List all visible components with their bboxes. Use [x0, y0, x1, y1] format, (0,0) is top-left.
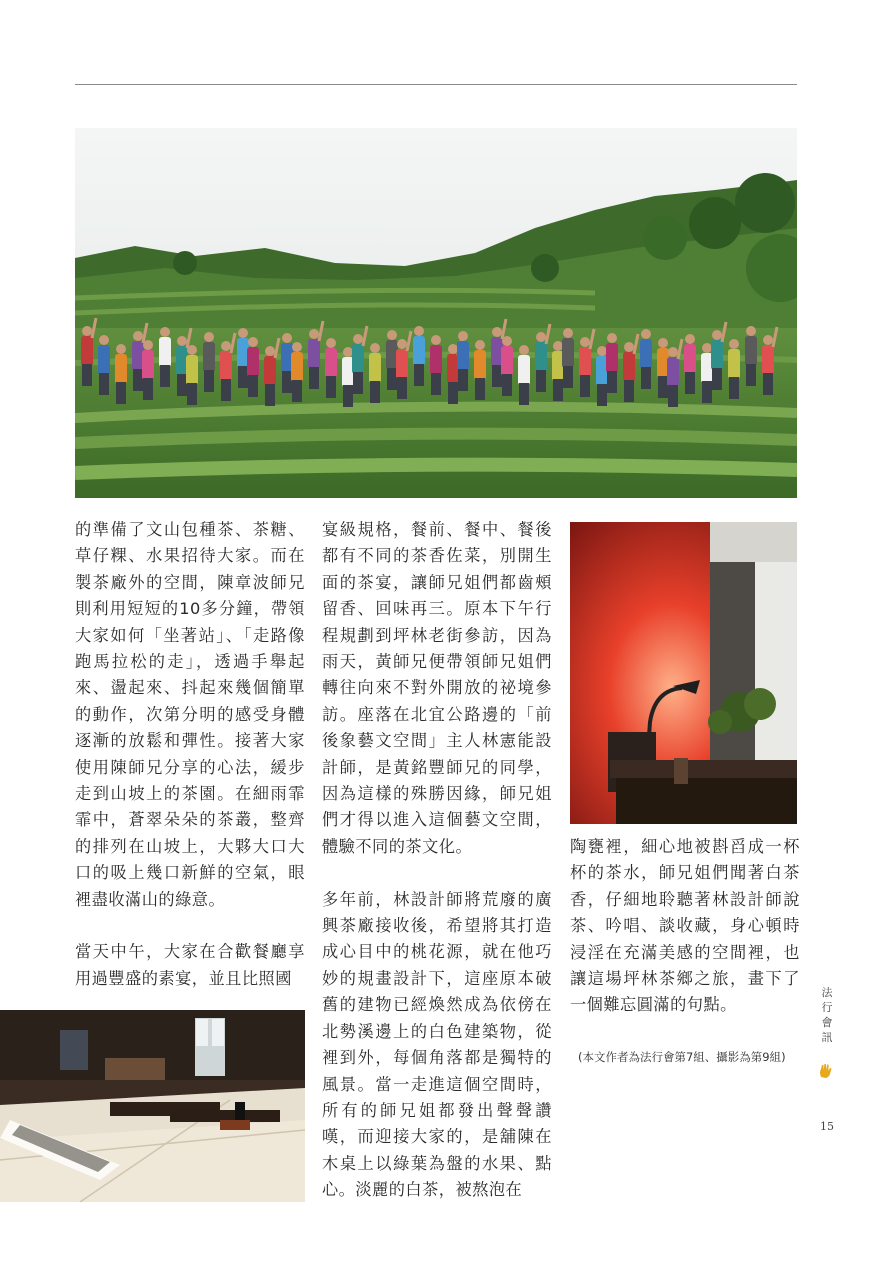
- crowd-figure: [325, 348, 337, 378]
- crowd-figure: [536, 370, 546, 392]
- tatami-room-photo: [0, 1010, 305, 1202]
- logo-char: 會: [821, 1016, 833, 1029]
- crowd-figure: [115, 354, 127, 384]
- crowd-figure: [536, 332, 546, 342]
- crowd-figure: [702, 343, 712, 353]
- red-wall-lamp-photo: [570, 522, 797, 824]
- crowd-figure: [265, 346, 275, 356]
- crowd-figure: [143, 340, 153, 350]
- magazine-logo: [818, 985, 836, 1045]
- crowd-figure: [397, 339, 407, 349]
- crowd-figure: [204, 370, 214, 392]
- crowd-figure: [431, 373, 441, 395]
- crowd-figure: [186, 355, 198, 385]
- crowd-figure: [746, 326, 756, 336]
- crowd-figure: [685, 334, 695, 344]
- crowd-figure: [387, 330, 397, 340]
- crowd-figure: [492, 365, 502, 387]
- logo-char: 訊: [821, 1031, 833, 1044]
- crowd-figure: [457, 341, 469, 371]
- crowd-figure: [607, 371, 617, 393]
- crowd-figure: [501, 346, 513, 376]
- crowd-figure: [562, 338, 574, 368]
- crowd-figure: [387, 368, 397, 390]
- crowd-figure: [203, 342, 215, 372]
- crowd-figure: [396, 349, 408, 379]
- crowd-figure: [221, 341, 231, 351]
- crowd-figure: [641, 329, 651, 339]
- crowd-figure: [326, 376, 336, 398]
- crowd-figure: [668, 385, 678, 407]
- crowd-figure: [133, 331, 143, 341]
- author-credit: (本文作者為法行會第7組、攝影為第9組): [578, 1050, 786, 1064]
- crowd-figure: [492, 327, 502, 337]
- crowd-figure: [187, 383, 197, 405]
- article-column-3: [570, 834, 800, 1019]
- crowd-figure: [762, 345, 774, 375]
- crowd-figure: [606, 343, 618, 373]
- crowd-figure: [729, 377, 739, 399]
- article-column-1: [75, 517, 305, 992]
- red-wall-photo-drawing: [570, 522, 797, 824]
- crowd-figure: [448, 344, 458, 354]
- crowd-figure: [624, 342, 634, 352]
- crowd-figure: [475, 340, 485, 350]
- crowd-figure: [563, 328, 573, 338]
- crowd-figure: [116, 344, 126, 354]
- article-paragraph: 當天中午，大家在合歡餐廳享用過豐盛的素宴，並且比照國: [75, 942, 305, 988]
- crowd-figure: [607, 333, 617, 343]
- crowd-figure: [187, 345, 197, 355]
- crowd-figure: [81, 336, 93, 366]
- crowd-figure: [282, 371, 292, 393]
- crowd-figure: [282, 333, 292, 343]
- crowd-figure: [238, 366, 248, 388]
- crowd-figure: [535, 342, 547, 372]
- group-photo-drawing: [75, 128, 797, 498]
- room-photo-drawing: [0, 1010, 305, 1202]
- logo-char: 法: [821, 986, 833, 999]
- crowd-figure: [763, 335, 773, 345]
- crowd-figure: [238, 328, 248, 338]
- crowd-figure: [82, 326, 92, 336]
- crowd-figure: [326, 338, 336, 348]
- crowd-figure: [143, 378, 153, 400]
- crowd-figure: [431, 335, 441, 345]
- crowd-figure: [248, 337, 258, 347]
- logo-char: 行: [821, 1001, 833, 1014]
- crowd-figure: [177, 336, 187, 346]
- crowd-figure: [353, 334, 363, 344]
- crowd-figure: [309, 329, 319, 339]
- crowd-figure: [265, 384, 275, 406]
- crowd-figure: [640, 339, 652, 369]
- crowd-figure: [133, 369, 143, 391]
- crowd-figure: [712, 330, 722, 340]
- hand-icon: [818, 1063, 834, 1079]
- crowd-figure: [641, 367, 651, 389]
- crowd-figure: [475, 378, 485, 400]
- crowd-figure: [221, 379, 231, 401]
- crowd-figure: [248, 375, 258, 397]
- tea-plantation-group-photo: [75, 128, 797, 498]
- crowd-figure: [369, 353, 381, 383]
- crowd-figure: [343, 347, 353, 357]
- crowd-figure: [702, 381, 712, 403]
- article-paragraph: 的準備了文山包種茶、茶糖、草仔粿、水果招待大家。而在製茶廠外的空間，陳章波師兄則利用短短的10多分鐘，帶領大家如何「坐著站」、「走路像跑馬拉松的走」，透過手舉起來、盪起來、抖起來幾個簡單的動作，次第分明的感受身體逐漸的放鬆和彈性。接著大家使用陳師兄分享的心法，緩步走到山坡上的茶園。在細雨霏霏中，蒼翠朵朵的茶叢，整齊的排列在山坡上，大夥大口大口的吸上幾口新鮮的空氣，眼裡盡收滿山的綠意。: [75, 520, 305, 909]
- article-column-2: [322, 517, 552, 1204]
- crowd-figure: [728, 349, 740, 379]
- crowd-figure: [729, 339, 739, 349]
- crowd-figure: [474, 350, 486, 380]
- crowd-figure: [430, 345, 442, 375]
- crowd-figure: [82, 364, 92, 386]
- crowd-figure: [292, 342, 302, 352]
- crowd-figure: [519, 383, 529, 405]
- crowd-figure: [98, 345, 110, 375]
- crowd-figure: [99, 335, 109, 345]
- crowd-figure: [553, 341, 563, 351]
- crowd-figure: [414, 364, 424, 386]
- crowd-figure: [711, 340, 723, 370]
- crowd-figure: [518, 355, 530, 385]
- crowd-figure: [668, 347, 678, 357]
- crowd-figure: [308, 339, 320, 369]
- crowd-figure: [448, 382, 458, 404]
- crowd-figure: [177, 374, 187, 396]
- crowd-figure: [220, 351, 232, 381]
- crowd-figure: [667, 357, 679, 387]
- crowd-figure: [563, 366, 573, 388]
- crowd-figure: [519, 345, 529, 355]
- crowd-figure: [712, 368, 722, 390]
- crowd-figure: [413, 336, 425, 366]
- crowd-figure: [159, 337, 171, 367]
- header-rule: [75, 84, 797, 85]
- crowd-figure: [458, 369, 468, 391]
- crowd-figure: [623, 352, 635, 382]
- crowd-figure: [684, 344, 696, 374]
- crowd-figure: [247, 347, 259, 377]
- crowd-figure: [264, 356, 276, 386]
- crowd-figure: [658, 338, 668, 348]
- crowd-figure: [292, 380, 302, 402]
- crowd-figure: [204, 332, 214, 342]
- crowd-figure: [624, 380, 634, 402]
- crowd-figure: [597, 384, 607, 406]
- crowd-figure: [370, 343, 380, 353]
- crowd-figure: [353, 372, 363, 394]
- crowd-figure: [580, 337, 590, 347]
- crowd-figure: [291, 352, 303, 382]
- crowd-figure: [370, 381, 380, 403]
- crowd-figure: [597, 346, 607, 356]
- crowd-figure: [343, 385, 353, 407]
- crowd-figure: [116, 382, 126, 404]
- article-paragraph: 宴級規格，餐前、餐中、餐後都有不同的茶香佐菜，別開生面的茶宴，讓師兄姐們都齒頰留香、回味再三。原本下午行程規劃到坪林老街參訪，因為雨天，黃師兄便帶領師兄姐們轉往向來不對外開放的祕境參訪。座落在北宜公路邊的「前後象藝文空間」主人林憲能設計師，是黃銘豐師兄的同學，因為這樣的殊勝因緣，師兄姐們才得以進入這個藝文空間，體驗不同的茶文化。: [322, 520, 552, 856]
- crowd-figure: [142, 350, 154, 380]
- crowd-figure: [160, 327, 170, 337]
- crowd-figure: [658, 376, 668, 398]
- crowd-figure: [745, 336, 757, 366]
- crowd-figure: [502, 336, 512, 346]
- page-number: 15: [820, 1120, 834, 1133]
- article-paragraph: 多年前，林設計師將荒廢的廣興茶廠接收後，希望將其打造成心目中的桃花源，就在他巧妙的規畫設計下，這座原本破舊的建物已經煥然成為依傍在北勢溪邊上的白色建築物，從裡到外，每個角落都是獨特的風景。當一走進這個空間時，所有的師兄姐都發出聲聲讚嘆，而迎接大家的，是舖陳在木桌上以綠葉為盤的水果、點心。淡麗的白茶，被熬泡在: [322, 889, 552, 1200]
- crowd-figure: [580, 375, 590, 397]
- crowd-figure: [579, 347, 591, 377]
- crowd-figure: [414, 326, 424, 336]
- crowd-figure: [763, 373, 773, 395]
- crowd-figure: [553, 379, 563, 401]
- crowd-figure: [99, 373, 109, 395]
- crowd-figure: [352, 344, 364, 374]
- article-paragraph: 陶甕裡，細心地被斟舀成一杯杯的茶水，師兄姐們聞著白茶香，仔細地聆聽著林設計師說茶、吟唱、談收藏，身心頓時浸淫在充滿美感的空間裡，也讓這場坪林茶鄉之旅，畫下了一個難忘圓滿的句點。: [570, 837, 800, 1015]
- crowd-figure: [502, 374, 512, 396]
- crowd-figure: [309, 367, 319, 389]
- crowd-figure: [160, 365, 170, 387]
- crowd-figure: [746, 364, 756, 386]
- crowd-figure: [458, 331, 468, 341]
- crowd-figure: [397, 377, 407, 399]
- crowd-figure: [685, 372, 695, 394]
